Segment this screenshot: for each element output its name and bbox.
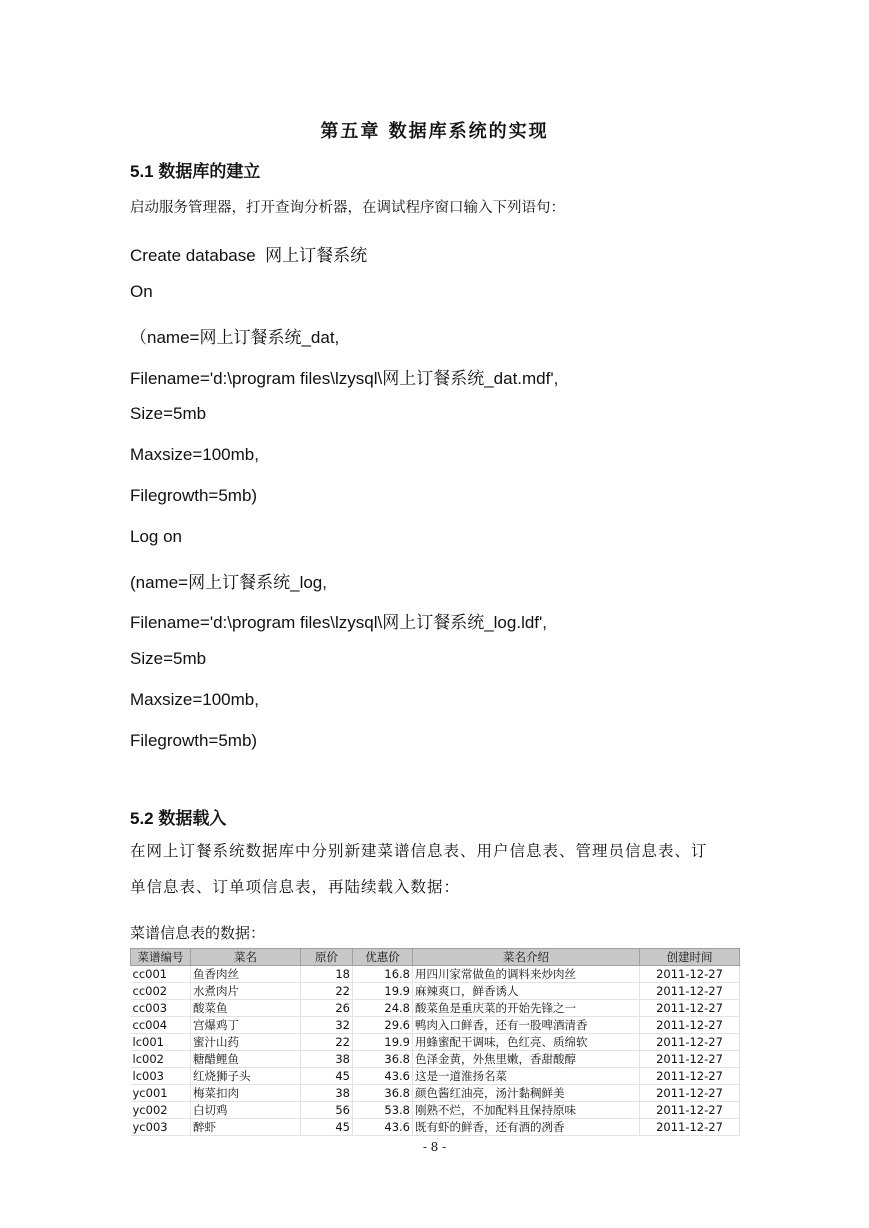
code-line: Filegrowth=5mb)	[130, 731, 258, 750]
section-heading-5-2: 5.2 数据载入	[130, 809, 227, 828]
cell-original-price: 45	[301, 1068, 353, 1085]
cell-dish-name: 醉虾	[191, 1119, 301, 1136]
table-caption: 菜谱信息表的数据：	[130, 924, 266, 942]
chapter-title: 第五章 数据库系统的实现	[320, 121, 549, 142]
cell-created-date: 2011-12-27	[640, 1068, 740, 1085]
cell-discount-price: 29.6	[353, 1017, 413, 1034]
column-header: 原价	[301, 949, 353, 966]
cell-description: 刚熟不烂，不加配料且保持原味	[413, 1102, 640, 1119]
cell-discount-price: 36.8	[353, 1085, 413, 1102]
table-row	[131, 1068, 740, 1085]
cell-original-price: 38	[301, 1085, 353, 1102]
cell-dish-id: cc003	[131, 1000, 191, 1017]
cell-dish-name: 梅菜扣肉	[191, 1085, 301, 1102]
menu-table	[130, 948, 739, 1134]
cell-dish-id: yc003	[131, 1119, 191, 1136]
column-header: 菜名介绍	[413, 949, 640, 966]
code-line: Maxsize=100mb,	[130, 690, 259, 709]
table-row	[131, 1051, 740, 1068]
cell-dish-name: 蜜汁山药	[191, 1034, 301, 1051]
code-line: （name=网上订餐系统_dat,	[130, 328, 340, 347]
cell-created-date: 2011-12-27	[640, 1017, 740, 1034]
cell-original-price: 56	[301, 1102, 353, 1119]
cell-created-date: 2011-12-27	[640, 1102, 740, 1119]
cell-dish-name: 糖醋鲤鱼	[191, 1051, 301, 1068]
cell-description: 既有虾的鲜香，还有酒的冽香	[413, 1119, 640, 1136]
intro-paragraph: 启动服务管理器，打开查询分析器，在调试程序窗口输入下列语句：	[130, 200, 565, 216]
cell-dish-id: lc002	[131, 1051, 191, 1068]
table-row	[131, 1119, 740, 1136]
code-line: Create database 网上订餐系统	[130, 246, 368, 265]
cell-dish-name: 红烧狮子头	[191, 1068, 301, 1085]
table-row	[131, 1102, 740, 1119]
cell-discount-price: 53.8	[353, 1102, 413, 1119]
cell-created-date: 2011-12-27	[640, 966, 740, 983]
cell-original-price: 32	[301, 1017, 353, 1034]
cell-description: 这是一道淮扬名菜	[413, 1068, 640, 1085]
code-line: Maxsize=100mb,	[130, 445, 259, 464]
table-row	[131, 1000, 740, 1017]
table-row	[131, 1085, 740, 1102]
cell-discount-price: 36.8	[353, 1051, 413, 1068]
code-line: Filegrowth=5mb)	[130, 486, 258, 505]
table-header-row	[131, 949, 740, 966]
cell-description: 麻辣爽口，鲜香诱人	[413, 983, 640, 1000]
column-header: 创建时间	[640, 949, 740, 966]
page-number: - 8 -	[422, 1140, 447, 1154]
cell-description: 用四川家常做鱼的调料来炒肉丝	[413, 966, 640, 983]
cell-discount-price: 19.9	[353, 1034, 413, 1051]
cell-dish-id: cc001	[131, 966, 191, 983]
cell-original-price: 26	[301, 1000, 353, 1017]
cell-created-date: 2011-12-27	[640, 1034, 740, 1051]
code-line: Log on	[130, 527, 182, 546]
code-line: Filename='d:\program files\lzysql\网上订餐系统_dat.mdf',	[130, 369, 559, 388]
cell-discount-price: 19.9	[353, 983, 413, 1000]
data-load-paragraph-line1: 在网上订餐系统数据库中分别新建菜谱信息表、用户信息表、管理员信息表、订	[130, 842, 708, 860]
data-load-paragraph-line2: 单信息表、订单项信息表，再陆续载入数据：	[130, 878, 461, 896]
cell-description: 用蜂蜜配干调味，色红亮、质绵软	[413, 1034, 640, 1051]
cell-dish-id: yc002	[131, 1102, 191, 1119]
column-header: 菜谱编号	[131, 949, 191, 966]
cell-discount-price: 24.8	[353, 1000, 413, 1017]
cell-created-date: 2011-12-27	[640, 1051, 740, 1068]
cell-created-date: 2011-12-27	[640, 1119, 740, 1136]
table-row	[131, 1017, 740, 1034]
cell-dish-id: cc004	[131, 1017, 191, 1034]
cell-created-date: 2011-12-27	[640, 1085, 740, 1102]
column-header: 优惠价	[353, 949, 413, 966]
code-line: On	[130, 282, 153, 301]
cell-original-price: 22	[301, 983, 353, 1000]
cell-created-date: 2011-12-27	[640, 1000, 740, 1017]
table-row	[131, 1034, 740, 1051]
cell-dish-name: 宫爆鸡丁	[191, 1017, 301, 1034]
cell-dish-name: 酸菜鱼	[191, 1000, 301, 1017]
code-line: Size=5mb	[130, 404, 207, 423]
table-row	[131, 983, 740, 1000]
cell-discount-price: 43.6	[353, 1068, 413, 1085]
cell-original-price: 45	[301, 1119, 353, 1136]
cell-original-price: 22	[301, 1034, 353, 1051]
cell-description: 酸菜鱼是重庆菜的开始先锋之一	[413, 1000, 640, 1017]
table-body	[131, 966, 740, 1136]
cell-original-price: 18	[301, 966, 353, 983]
cell-dish-id: lc003	[131, 1068, 191, 1085]
cell-description: 颜色酱红油亮，汤汁黏稠鲜美	[413, 1085, 640, 1102]
cell-dish-id: lc001	[131, 1034, 191, 1051]
cell-original-price: 38	[301, 1051, 353, 1068]
section-heading-5-1: 5.1 数据库的建立	[130, 162, 261, 181]
column-header: 菜名	[191, 949, 301, 966]
cell-description: 鸭肉入口鲜香，还有一股啤酒清香	[413, 1017, 640, 1034]
cell-dish-id: yc001	[131, 1085, 191, 1102]
code-line: Filename='d:\program files\lzysql\网上订餐系统_log.ldf',	[130, 613, 547, 632]
cell-dish-name: 白切鸡	[191, 1102, 301, 1119]
cell-description: 色泽金黄，外焦里嫩，香甜酸醇	[413, 1051, 640, 1068]
code-line: Size=5mb	[130, 649, 207, 668]
cell-dish-id: cc002	[131, 983, 191, 1000]
cell-dish-name: 水煮肉片	[191, 983, 301, 1000]
cell-created-date: 2011-12-27	[640, 983, 740, 1000]
code-line: (name=网上订餐系统_log,	[130, 573, 327, 592]
table-row	[131, 966, 740, 983]
cell-discount-price: 43.6	[353, 1119, 413, 1136]
cell-discount-price: 16.8	[353, 966, 413, 983]
cell-dish-name: 鱼香肉丝	[191, 966, 301, 983]
